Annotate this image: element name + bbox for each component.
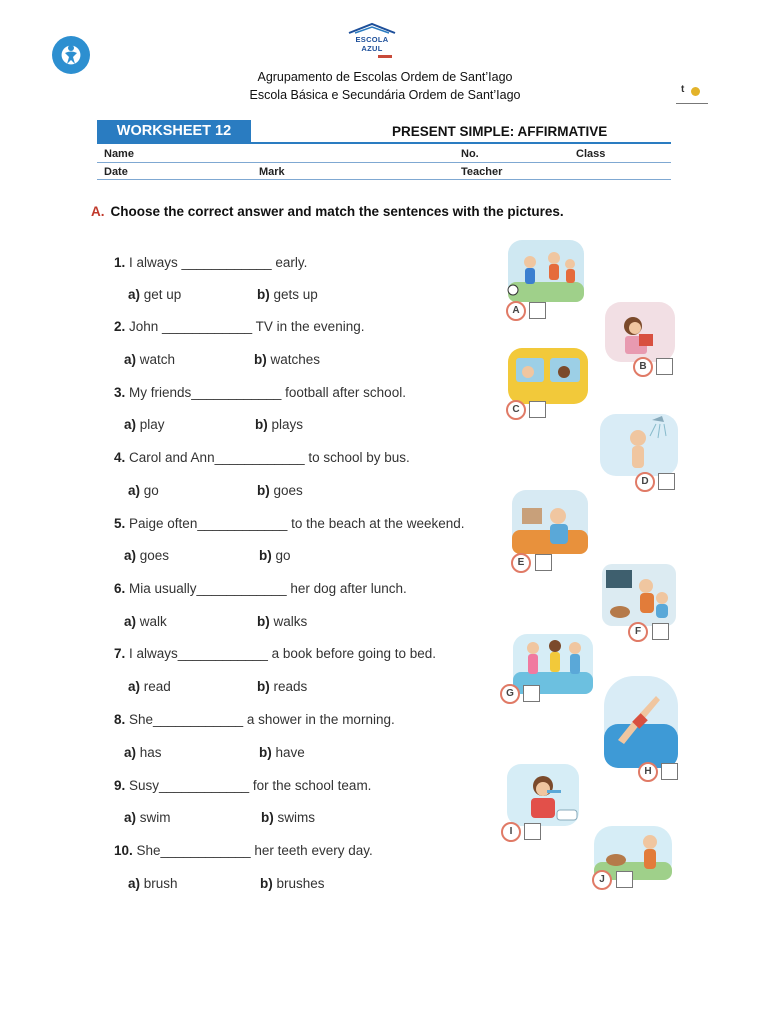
question-4: 4. Carol and Ann____________ to school by bus. [114,450,410,465]
question-7: 7. I always____________ a book before going to bed. [114,646,437,661]
field-divider [97,162,671,163]
option-3b[interactable]: b) plays [255,417,304,432]
answer-box-h[interactable] [661,763,678,780]
option-5b[interactable]: b) go [259,548,291,563]
answer-box-a[interactable] [529,302,546,319]
picture-label-g: G [500,684,520,704]
question-1: 1. I always ____________ early. [114,255,308,270]
option-8a[interactable]: a) has [124,745,162,760]
number-field-label: No. [461,148,479,160]
picture-g-beach [497,634,593,706]
answer-box-j[interactable] [616,871,633,888]
school-name: Escola Básica e Secundária Ordem de Sant’Iago [249,88,521,102]
question-9: 9. Susy____________ for the school team. [114,778,372,793]
option-9b[interactable]: b) swims [261,810,315,825]
picture-h-swimming [604,676,682,782]
picture-label-b: B [633,357,653,377]
escola-azul-label: ESCOLA AZUL [355,35,389,53]
school-group-name: Agrupamento de Escolas Ordem de Sant’Iago [257,70,513,84]
agrupamento-logo [52,36,90,74]
option-6a[interactable]: a) walk [124,614,167,629]
option-3a[interactable]: a) play [124,417,165,432]
picture-label-c: C [506,400,526,420]
escola-azul-logo [344,22,400,52]
question-10: 10. She____________ her teeth every day. [114,843,373,858]
picture-label-d: D [635,472,655,492]
picture-b-reading [603,302,677,378]
picture-label-i: I [501,822,521,842]
task-text: Choose the correct answer and match the sentences with the pictures. [110,204,564,219]
field-divider [97,179,671,180]
question-6: 6. Mia usually____________ her dog after lunch. [114,581,407,596]
option-9a[interactable]: a) swim [124,810,171,825]
header-rule [97,142,671,144]
answer-box-f[interactable] [652,623,669,640]
picture-label-e: E [511,553,531,573]
picture-i-teeth [499,764,583,842]
option-4a[interactable]: a) go [128,483,159,498]
picture-f-dog [600,564,678,642]
answer-box-g[interactable] [523,685,540,702]
date-field-label: Date [104,166,128,178]
picture-label-h: H [638,762,658,782]
option-2a[interactable]: a) watch [124,352,176,367]
option-7b[interactable]: b) reads [257,679,308,694]
picture-e-tv [508,490,590,574]
answer-box-d[interactable] [658,473,675,490]
option-10a[interactable]: a) brush [128,876,178,891]
right-logo [676,84,708,106]
answer-box-c[interactable] [529,401,546,418]
task-letter: A. [91,204,105,219]
right-logo-text: t [681,84,685,95]
question-5: 5. Paige often____________ to the beach at the weekend. [114,516,465,531]
worksheet-title: PRESENT SIMPLE: AFFIRMATIVE [392,124,608,139]
option-4b[interactable]: b) goes [257,483,303,498]
option-7a[interactable]: a) read [128,679,171,694]
teacher-field-label: Teacher [461,166,503,178]
picture-label-j: J [592,870,612,890]
option-2b[interactable]: b) watches [254,352,321,367]
picture-label-f: F [628,622,648,642]
worksheet-badge: WORKSHEET 12 [97,120,251,142]
option-5a[interactable]: a) goes [124,548,170,563]
answer-box-e[interactable] [535,554,552,571]
option-1a[interactable]: a) get up [128,287,182,302]
option-8b[interactable]: b) have [259,745,305,760]
task-instruction [91,204,564,219]
mark-field-label: Mark [259,166,285,178]
question-8: 8. She____________ a shower in the morning. [114,712,395,727]
class-field-label: Class [576,148,606,160]
option-6b[interactable]: b) walks [257,614,308,629]
picture-a-football [500,238,590,322]
picture-label-a: A [506,301,526,321]
answer-box-b[interactable] [656,358,673,375]
question-3: 3. My friends____________ football after school. [114,385,406,400]
picture-d-shower [600,414,678,492]
option-1b[interactable]: b) gets up [257,287,318,302]
answer-box-i[interactable] [524,823,541,840]
name-field-label: Name [104,148,134,160]
picture-c-bus [500,346,592,422]
question-2: 2. John ____________ TV in the evening. [114,319,365,334]
picture-j-morning [590,826,674,892]
option-10b[interactable]: b) brushes [260,876,325,891]
